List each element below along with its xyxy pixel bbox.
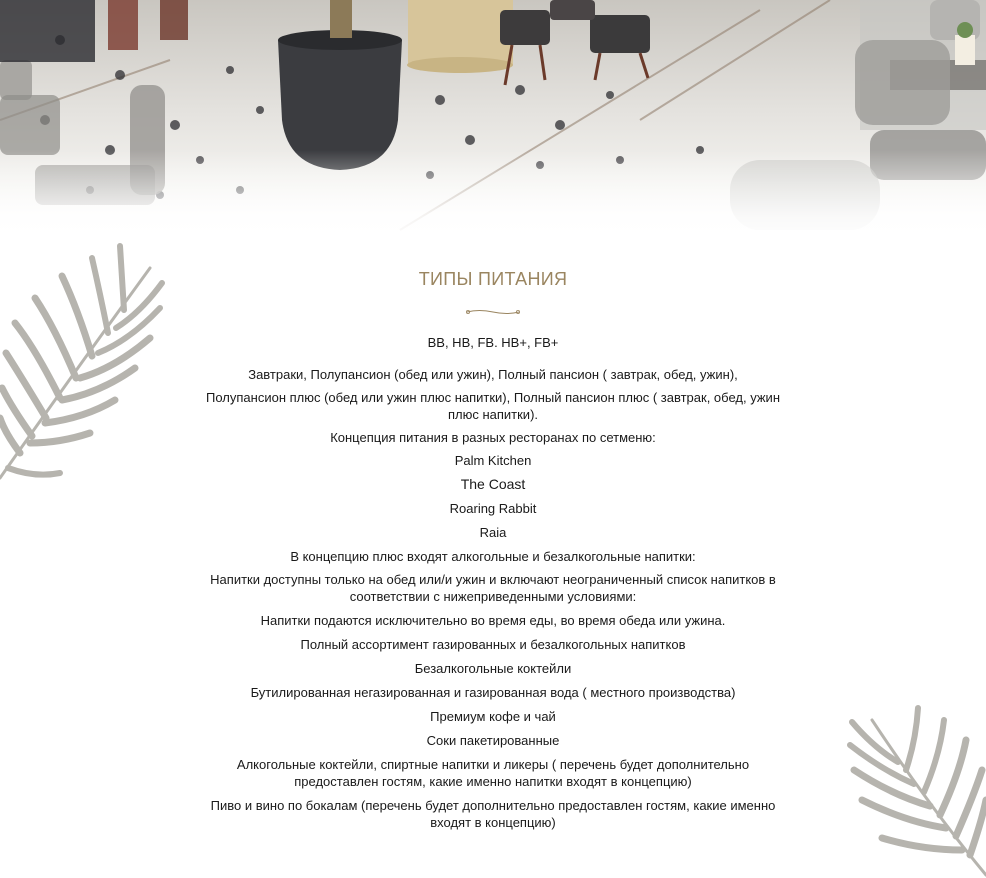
meal-types-section <box>196 262 790 838</box>
restaurant-item: Palm Kitchen <box>454 453 532 468</box>
hero-image <box>0 0 986 245</box>
restaurant-list <box>196 452 790 541</box>
meal-plan-codes: BB, HB, FB. HB+, FB+ <box>427 335 559 350</box>
plus-concept-intro: В концепцию плюс входят алкогольные и безалкогольные напитки: <box>290 549 696 564</box>
condition-item: Премиум кофе и чай <box>430 709 556 724</box>
condition-item: Безалкогольные коктейли <box>414 661 572 676</box>
meal-plan-description-plus: Полупансион плюс (обед или ужин плюс напитки), Полный пансион плюс ( завтрак, обед, ужин плюс напитки). <box>206 390 780 422</box>
ornament-divider-icon <box>465 308 521 316</box>
condition-item: Напитки доступны только на обед или/и ужин и включают неограниченный список напитков в соответствии с нижеприведенными условиями: <box>210 572 776 604</box>
condition-item: Соки пакетированные <box>426 733 560 748</box>
restaurant-concept-intro: Концепция питания в разных ресторанах по сетменю: <box>330 430 656 445</box>
palm-leaf-icon <box>842 700 986 878</box>
condition-item: Бутилированная негазированная и газированная вода ( местного производства) <box>250 685 736 700</box>
condition-item: Пиво и вино по бокалам (перечень будет дополнительно предоставлен гостям, какие именно входят в концепцию) <box>210 798 776 830</box>
restaurant-item: The Coast <box>460 476 526 492</box>
drinks-conditions-list <box>196 571 790 831</box>
meal-plan-description: Завтраки, Полупансион (обед или ужин), Полный пансион ( завтрак, обед, ужин), <box>248 367 738 382</box>
restaurant-item: Raia <box>479 525 507 540</box>
condition-item: Напитки подаются исключительно во время еды, во время обеда или ужина. <box>260 613 726 628</box>
restaurant-item: Roaring Rabbit <box>449 501 537 516</box>
palm-leaf-icon <box>0 228 165 498</box>
condition-item: Полный ассортимент газированных и безалкогольных напитков <box>300 637 686 652</box>
condition-item: Алкогольные коктейли, спиртные напитки и ликеры ( перечень будет дополнительно предоставлен гостям, какие именно напитки входят в концепцию) <box>236 757 750 789</box>
section-title: ТИПЫ ПИТАНИЯ <box>418 269 568 289</box>
